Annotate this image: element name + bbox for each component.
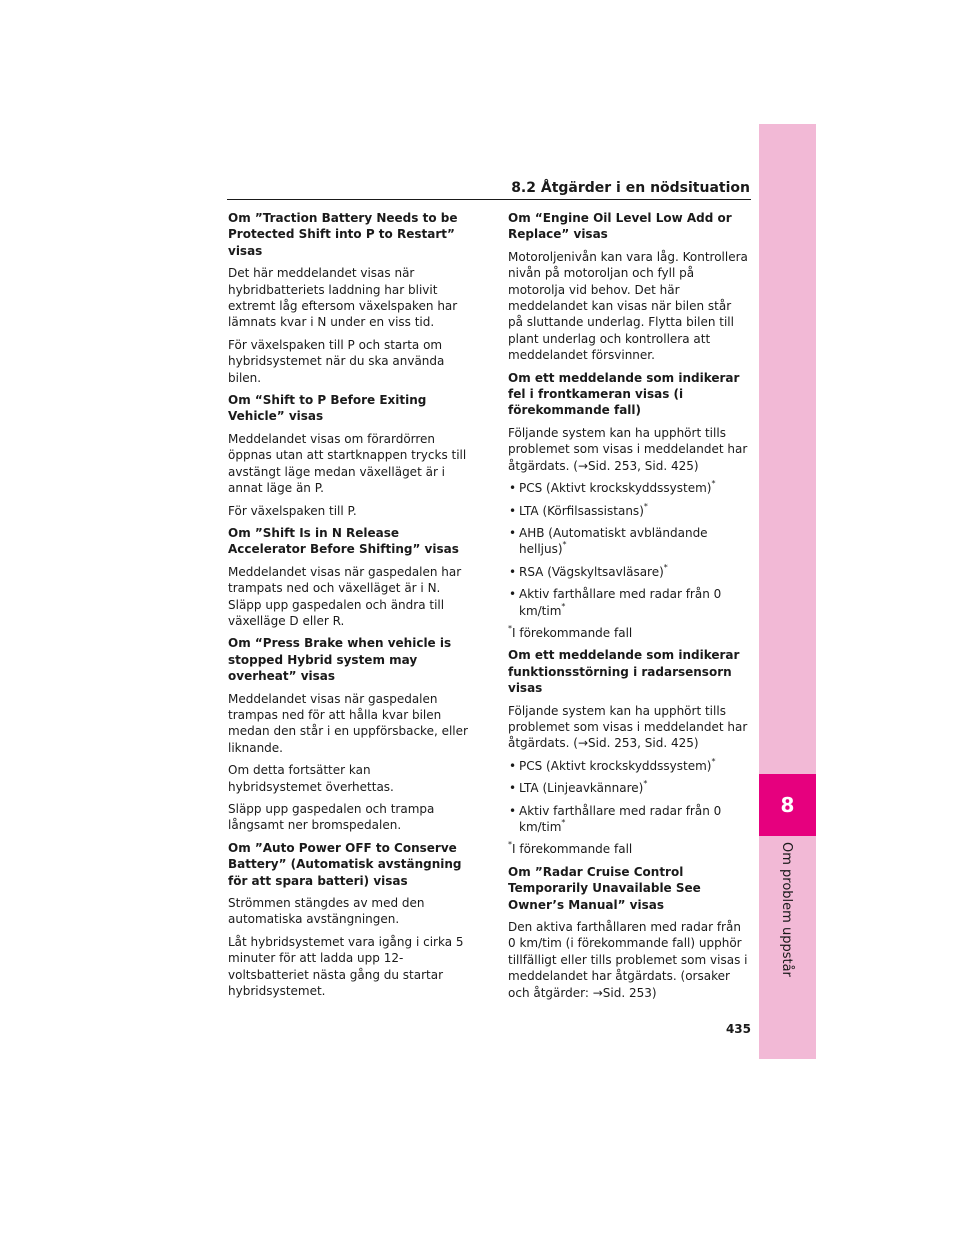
section-heading: Om “Shift to P Before Exiting Vehicle” visas — [228, 393, 427, 424]
footnote-marker: * — [561, 601, 566, 611]
list-item — [508, 525, 748, 558]
list-item — [508, 564, 748, 580]
section-heading: Om “Press Brake when vehicle is stopped Hybrid system may overheat” visas — [228, 636, 452, 684]
left-column — [228, 210, 468, 1005]
message-section — [228, 635, 468, 833]
page-number: 435 — [725, 1022, 751, 1036]
section-heading: Om ”Shift Is in N Release Accelerator Before Shifting” visas — [228, 525, 459, 557]
right-column — [508, 210, 748, 1007]
list-item — [508, 803, 748, 836]
message-section — [228, 392, 468, 519]
section-heading: Om ”Traction Battery Needs to be Protected Shift into P to Restart” visas — [228, 211, 458, 258]
list-item — [508, 586, 748, 619]
footnote-marker: * — [508, 623, 512, 633]
paragraph: Meddelandet visas om förardörren öppnas utan att startknappen trycks till avstängt läge medan växelläget är i annat läge än P. — [228, 431, 467, 496]
message-section — [228, 840, 468, 1000]
footnote-marker: * — [562, 540, 567, 550]
section-heading: Om ett meddelande som indikerar funktionsstörning i radarsensorn visas — [508, 648, 740, 696]
list-item-text: Aktiv farthållare med radar från 0 km/tim — [519, 803, 722, 834]
paragraph: Meddelandet visas när gaspedalen har trampats ned och växelläget är i N. Släpp upp gaspedalen och ändra till växelläge D eller R. — [228, 564, 462, 628]
footnote-marker: * — [561, 818, 566, 827]
section-title: 8.2 Åtgärder i en nödsituation — [511, 180, 750, 196]
chapter-title: Om problem uppstår — [779, 842, 794, 977]
section-heading: Om ett meddelande som indikerar fel i frontkameran visas (i förekommande fall) — [508, 370, 740, 418]
header-divider — [227, 199, 751, 200]
list-item-text: LTA (Linjeavkännare) — [519, 781, 644, 796]
paragraph: Låt hybridsystemet vara igång i cirka 5 minuter för att ladda upp 12-voltsbatteriet nästa gång du startar hybridsystemet. — [228, 934, 464, 999]
message-section — [508, 210, 748, 364]
message-section — [228, 525, 468, 629]
list-item — [508, 758, 748, 774]
list-item — [508, 503, 748, 519]
system-list — [508, 758, 748, 836]
paragraph: Det här meddelandet visas när hybridbatteriets laddning har blivit extremt låg eftersom växelspaken har lämnats kvar i N under en viss tid. — [228, 266, 458, 330]
list-item — [508, 780, 748, 796]
footnote-marker: * — [508, 840, 512, 850]
paragraph: För växelspaken till P och starta om hybridsystemet när du ska använda bilen. — [228, 337, 445, 385]
chapter-number: 8 — [780, 793, 795, 817]
paragraph: Meddelandet visas när gaspedalen trampas ned för att hålla kvar bilen medan den står i en uppförsbacke, eller liknande. — [228, 691, 468, 755]
paragraph: Följande system kan ha upphört tills problemet som visas i meddelandet har åtgärdats. (→Sid. 253, Sid. 425) — [508, 425, 748, 473]
footnote — [508, 625, 748, 641]
section-heading: Om ”Auto Power OFF to Conserve Battery” (Automatisk avstängning för att spara batteri) visas — [228, 840, 462, 888]
message-section — [508, 370, 748, 642]
list-item-text: LTA (Körfilsassistans) — [519, 503, 644, 518]
list-item-text: PCS (Aktivt krockskyddssystem) — [519, 481, 712, 496]
list-item-text: Aktiv farthållare med radar från 0 km/tim — [519, 587, 722, 618]
footnote-marker: * — [643, 501, 648, 511]
footnote-marker: * — [711, 479, 716, 489]
list-item-text: RSA (Vägskyltsavläsare) — [519, 564, 664, 579]
footnote-text: I förekommande fall — [512, 842, 633, 857]
section-heading: Om ”Radar Cruise Control Temporarily Unavailable See Owner’s Manual” visas — [508, 864, 701, 912]
footnote — [508, 841, 748, 857]
paragraph: Om detta fortsätter kan hybridsystemet överhettas. — [228, 763, 394, 794]
list-item — [508, 480, 748, 496]
message-section — [228, 210, 468, 386]
paragraph: För växelspaken till P. — [228, 503, 357, 518]
paragraph: Släpp upp gaspedalen och trampa långsamt ner bromspedalen. — [228, 802, 435, 833]
message-section — [508, 647, 748, 857]
footnote-text: I förekommande fall — [512, 625, 633, 640]
list-item-text: PCS (Aktivt krockskyddssystem) — [519, 758, 712, 773]
list-item-text: AHB (Automatiskt avbländande helljus) — [519, 525, 708, 557]
message-section — [508, 864, 748, 1001]
system-list — [508, 480, 748, 619]
paragraph: Strömmen stängdes av med den automatiska avstängningen. — [228, 896, 425, 927]
footnote-marker: * — [711, 756, 716, 766]
paragraph: Följande system kan ha upphört tills problemet som visas i meddelandet har åtgärdats. (→Sid. 253, Sid. 425) — [508, 703, 748, 751]
paragraph: Den aktiva farthållaren med radar från 0 km/tim (i förekommande fall) upphör tillfälligt eller tills problemet som visas i meddelandet har åtgärdats. (orsaker och åtgärder: →Sid. 253) — [508, 920, 748, 1000]
footnote-marker: * — [663, 562, 668, 572]
footnote-marker: * — [643, 779, 648, 789]
paragraph: Motoroljenivån kan vara låg. Kontrollera nivån på motoroljan och fyll på motorolja vid behov. Det här meddelandet kan visas när bilen står på sluttande underlag. Flytta bilen till plant underlag och kontrollera att meddelandet försvinner. — [508, 249, 748, 363]
section-heading: Om “Engine Oil Level Low Add or Replace” visas — [508, 211, 732, 242]
